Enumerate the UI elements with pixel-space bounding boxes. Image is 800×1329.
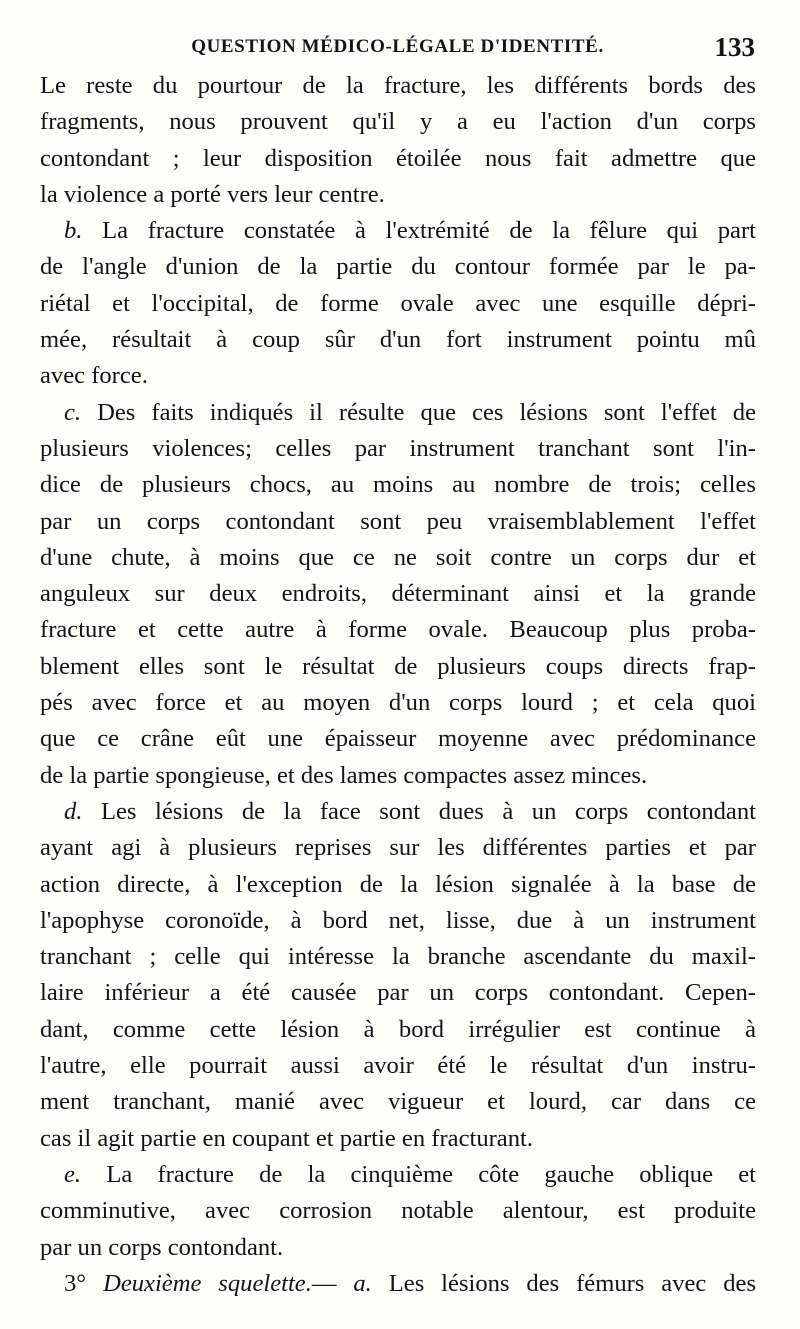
- text-line: dant, comme cette lésion à bord irrégulier est continue à: [40, 1015, 756, 1043]
- text-line: riétal et l'occipital, de forme ovale avec une esquille dépri-: [40, 289, 756, 317]
- item-label: a.: [353, 1269, 372, 1297]
- text-line: Le reste du pourtour de la fracture, les différents bords des: [40, 72, 756, 99]
- running-title: QUESTION MÉDICO-LÉGALE D'IDENTITÉ.: [191, 36, 604, 57]
- text-line: fracture et cette autre à forme ovale. Beaucoup plus proba-: [40, 616, 756, 644]
- text-line: de la partie spongieuse, et des lames compactes assez minces.: [40, 761, 648, 789]
- text-span: La fracture constatée à l'extrémité de la fêlure qui part: [102, 217, 756, 245]
- text-line: fragments, nous prouvent qu'il y a eu l'action d'un corps: [40, 108, 756, 136]
- text-line: la violence a porté vers leur centre.: [40, 180, 385, 208]
- text-line: par un corps contondant.: [40, 1233, 284, 1261]
- text-line: que ce crâne eût une épaisseur moyenne avec prédominance: [40, 725, 756, 753]
- text-line: contondant ; leur disposition étoilée nous fait admettre que: [40, 144, 756, 172]
- heading-dash: —: [311, 1269, 337, 1297]
- text-line: comminutive, avec corrosion notable alentour, est produite: [40, 1197, 756, 1225]
- text-line: laire inférieur a été causée par un corps contondant. Cepen-: [40, 979, 756, 1007]
- running-head: [40, 32, 755, 64]
- text-line: anguleux sur deux endroits, déterminant ainsi et la grande: [40, 580, 756, 608]
- text-line: avec force.: [40, 362, 148, 390]
- text-line: ayant agi à plusieurs reprises sur les différentes parties et par: [40, 834, 756, 862]
- text-line: pés avec force et au moyen d'un corps lourd ; et cela quoi: [40, 689, 756, 717]
- section-heading: Deuxième squelette.: [103, 1269, 312, 1297]
- paragraph-d-first-line: [40, 794, 756, 830]
- text-line: ment tranchant, manié avec vigueur et lourd, car dans ce: [40, 1088, 756, 1116]
- text-line: blement elles sont le résultat de plusieurs coups directs frap-: [40, 652, 756, 680]
- item-label: b.: [64, 217, 83, 245]
- section-heading-line: [40, 1266, 756, 1302]
- item-label: c.: [64, 398, 82, 426]
- text-line: mée, résultait à coup sûr d'un fort instrument pointu mû: [40, 326, 756, 354]
- text-span: Des faits indiqués il résulte que ces lésions sont l'effet de: [97, 398, 756, 426]
- text-line: l'apophyse coronoïde, à bord net, lisse, due à un instrument: [40, 906, 756, 934]
- text-line: de l'angle d'union de la partie du contour formée par le pa-: [40, 253, 756, 281]
- text-line: action directe, à l'exception de la lésion signalée à la base de: [40, 870, 756, 898]
- section-number: 3°: [64, 1269, 87, 1297]
- item-label: e.: [64, 1160, 82, 1188]
- text-line: l'autre, elle pourrait aussi avoir été le résultat d'un instru-: [40, 1052, 756, 1080]
- text-line: d'une chute, à moins que ce ne soit contre un corps dur et: [40, 543, 756, 571]
- text-line: cas il agit partie en coupant et partie en fracturant.: [40, 1124, 534, 1152]
- text-span: Les lésions des fémurs avec des: [388, 1269, 756, 1297]
- text-line: par un corps contondant sont peu vraisemblablement l'effet: [40, 507, 756, 535]
- item-label: d.: [64, 797, 83, 825]
- page-number: 133: [714, 32, 755, 62]
- paragraph-c-first-line: [40, 395, 756, 431]
- paragraph-e-first-line: [40, 1157, 756, 1193]
- paragraph-b-first-line: [40, 213, 756, 249]
- text-line: plusieurs violences; celles par instrument tranchant sont l'in-: [40, 434, 756, 462]
- text-span: La fracture de la cinquième côte gauche oblique et: [106, 1160, 756, 1188]
- text-line: dice de plusieurs chocs, au moins au nombre de trois; celles: [40, 471, 756, 499]
- text-line: tranchant ; celle qui intéresse la branche ascendante du maxil-: [40, 943, 756, 971]
- text-span: Les lésions de la face sont dues à un corps contondant: [100, 797, 756, 825]
- body-text: [40, 68, 756, 1302]
